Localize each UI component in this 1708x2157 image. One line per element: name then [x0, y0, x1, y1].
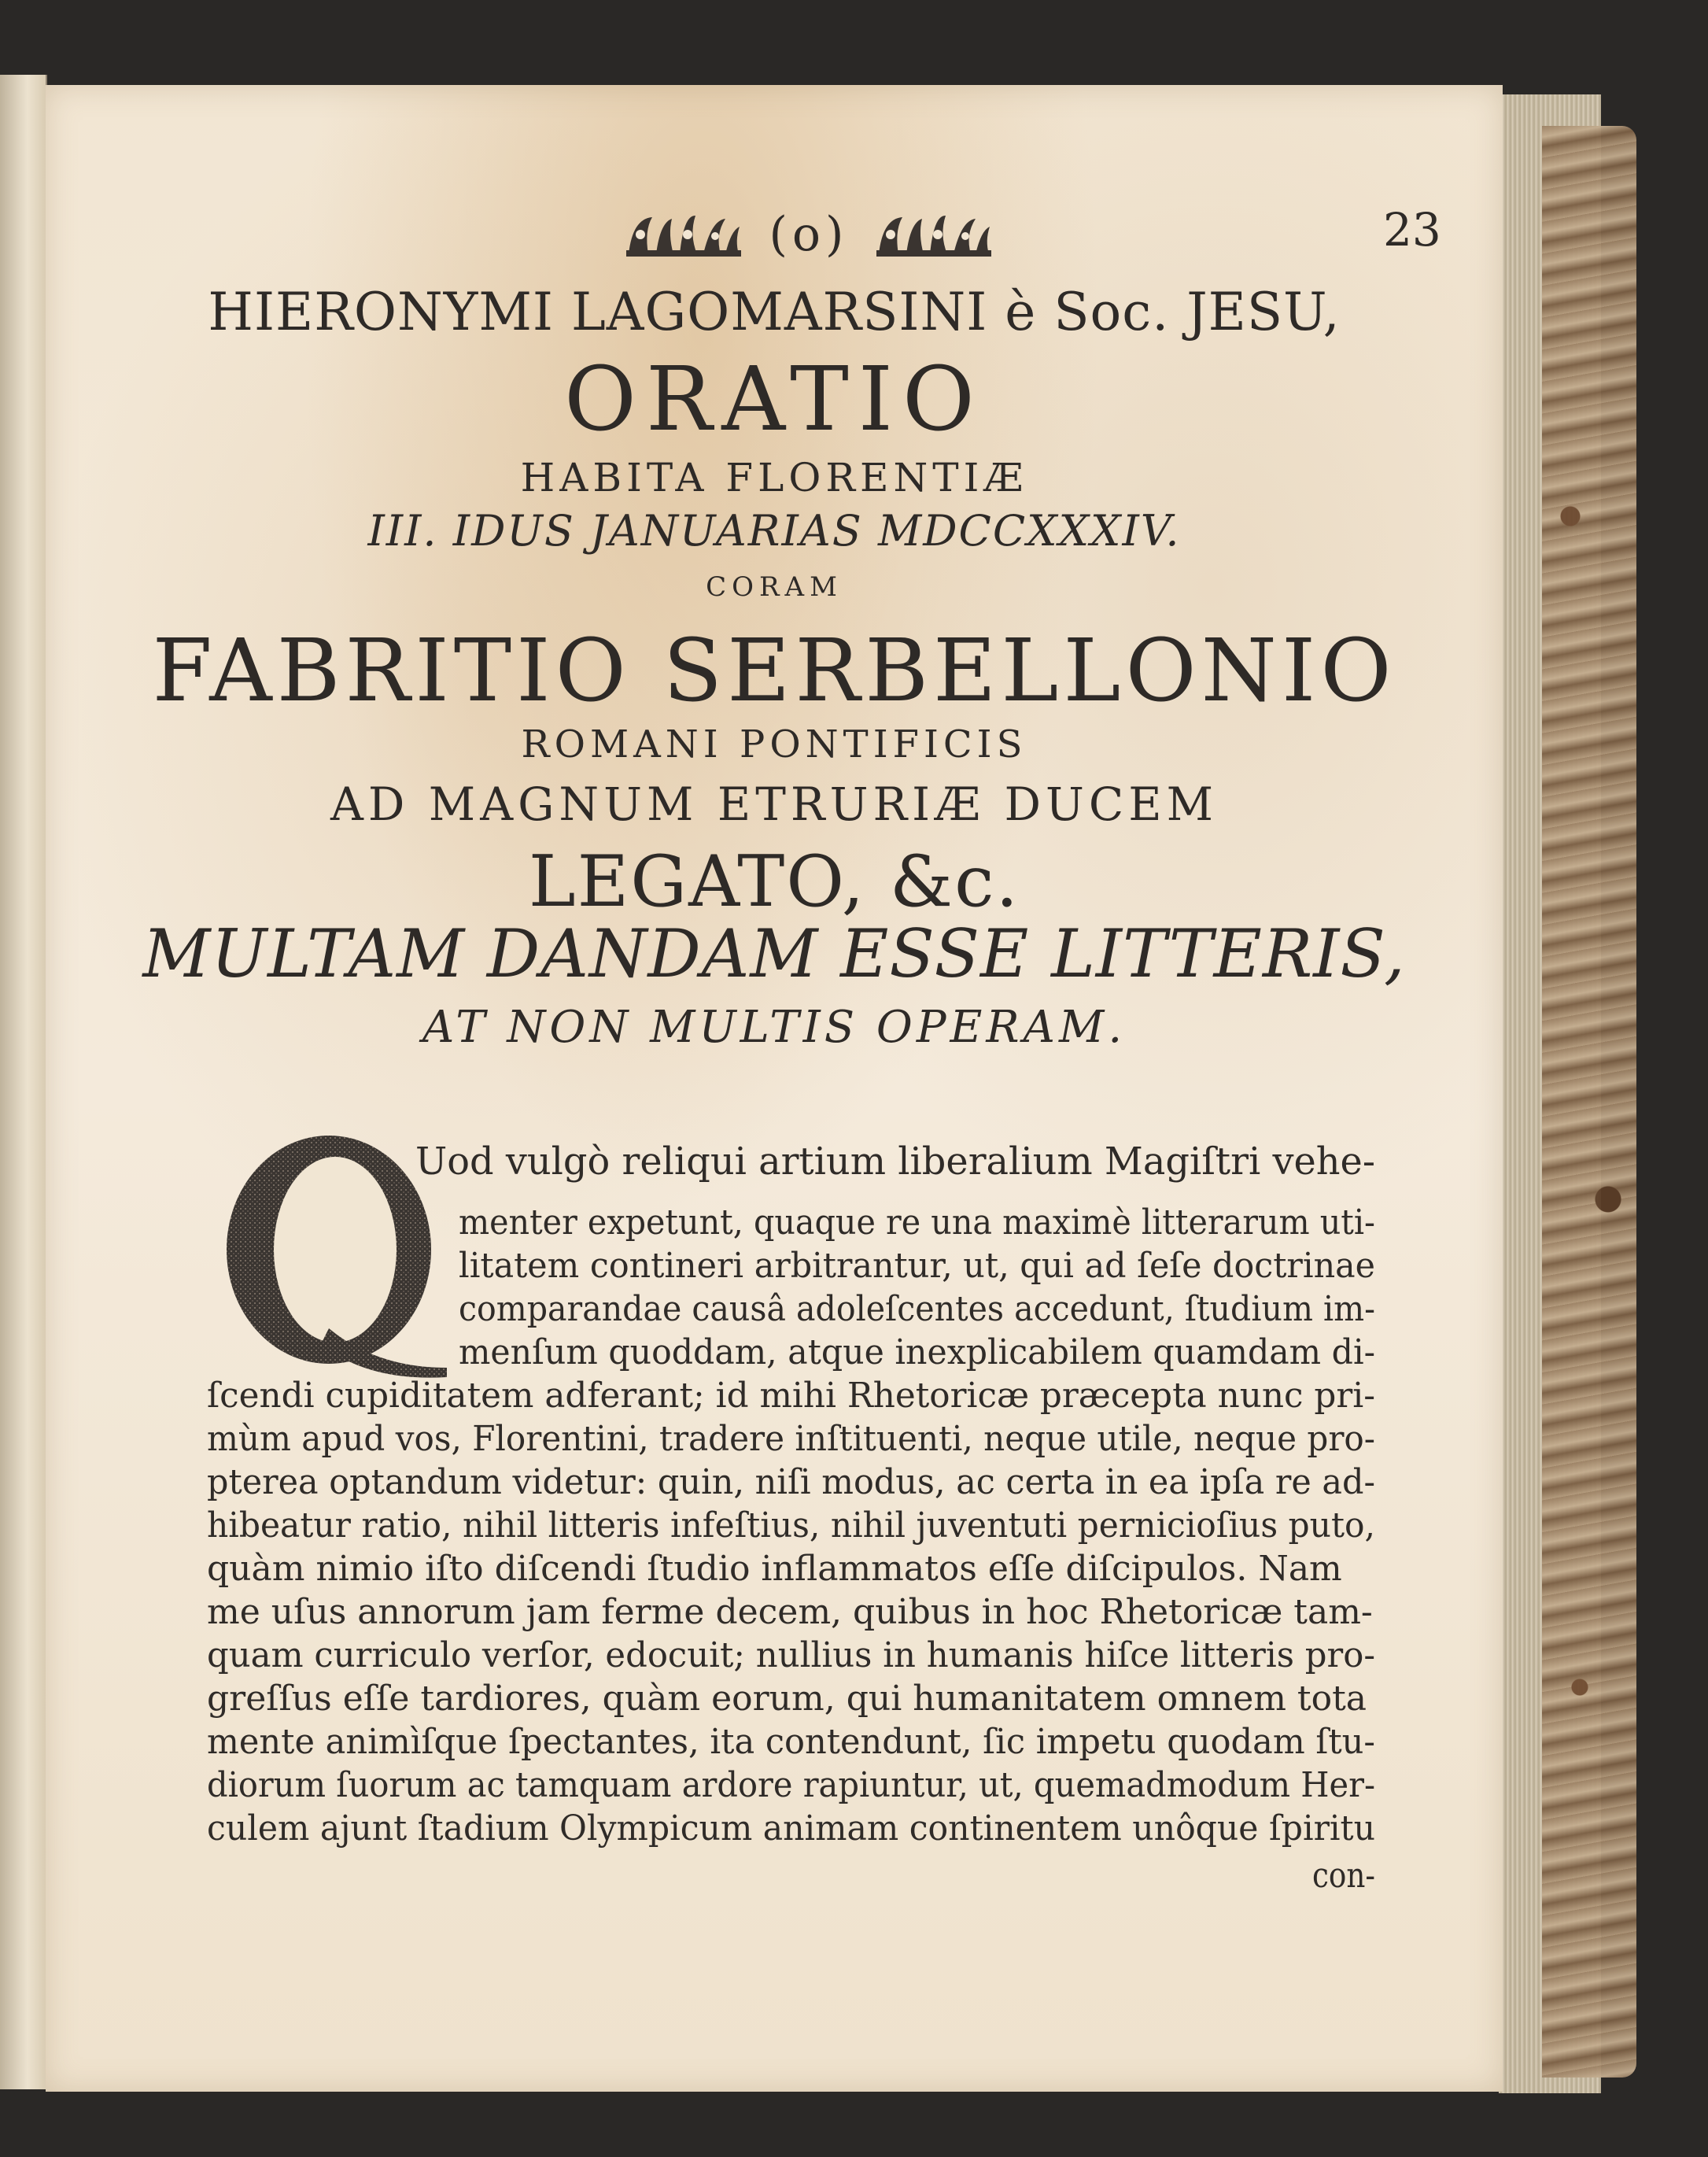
- page-number: 23: [1383, 203, 1441, 257]
- body-line-1: Uod vulgò reliqui artium liberalium Magiſtri vehe-: [415, 1139, 1375, 1184]
- work-title: ORATIO: [564, 349, 984, 451]
- header-center-mark: (o): [769, 207, 849, 262]
- dedicatee-title-3: LEGATO, &c.: [528, 840, 1020, 923]
- body-line-16: culem ajunt ſtadium Olympicum animam continentem unôque ſpiritu: [207, 1808, 1375, 1849]
- body-line-8: pterea optandum videtur: quin, niſi modus, ac certa in ea ipſa re ad-: [207, 1462, 1375, 1502]
- body-line-10: quàm nimio iſto diſcendi ſtudio inflammatos eſſe diſcipulos. Nam: [207, 1549, 1342, 1589]
- body-line-2: menter expetunt, quaque re una maximè litterarum uti-: [459, 1202, 1375, 1243]
- dedicatee-name: FABRITIO SERBELLONIO: [152, 620, 1396, 721]
- body-line-14: mente animìſque ſpectantes, ita contendunt, ſic impetu quodam ſtu-: [207, 1722, 1375, 1762]
- body-line-3: litatem contineri arbitrantur, ut, qui ad ſeſe doctrinae: [459, 1246, 1375, 1286]
- body-line-9: hibeatur ratio, nihil litteris infeſtius, nihil juventuti pernicioſius puto,: [207, 1505, 1375, 1546]
- running-header: [573, 203, 1045, 266]
- body-line-15: diorum ſuorum ac tamquam ardore rapiuntur, ut, quemadmodum Her-: [207, 1765, 1375, 1805]
- body-line-5: menſum quoddam, atque inexplicabilem quamdam di-: [459, 1332, 1375, 1372]
- facing-page-edge: [0, 75, 47, 2089]
- body-line-4: comparandae causâ adoleſcentes accedunt, ſtudium im-: [459, 1289, 1375, 1329]
- book-binding: [1542, 126, 1636, 2078]
- dedicatee-title-2: AD MAGNUM ETRURIÆ DUCEM: [330, 777, 1219, 831]
- body-line-7: mùm apud vos, Florentini, tradere inſtituenti, neque utile, neque pro-: [207, 1419, 1375, 1459]
- catchword: con-: [1312, 1856, 1375, 1896]
- dedicatee-title-1: ROMANI PONTIFICIS: [521, 722, 1027, 766]
- printers-ornament-icon: [625, 211, 743, 258]
- subject-line-1: MULTAM DANDAM ESSE LITTERIS,: [142, 915, 1406, 992]
- body-line-6: ſcendi cupiditatem adferant; id mihi Rhetoricæ præcepta nunc pri-: [207, 1376, 1375, 1416]
- body-line-13: greſſus eſſe tardiores, quàm eorum, qui humanitatem omnem tota: [207, 1679, 1367, 1719]
- book-page: [46, 85, 1503, 2092]
- coram-line: CORAM: [706, 571, 843, 603]
- printers-ornament-icon: [875, 211, 993, 258]
- subject-line-2: AT NON MULTIS OPERAM.: [422, 1002, 1127, 1053]
- body-line-12: quam curriculo verſor, edocuit; nullius in humanis hiſce litteris pro-: [207, 1635, 1375, 1675]
- delivery-place: HABITA FLORENTIÆ: [520, 455, 1028, 500]
- delivery-date: III. IDUS JANUARIAS MDCCXXXIV.: [367, 506, 1181, 556]
- author-line: HIERONYMI LAGOMARSINI è Soc. JESU,: [208, 282, 1341, 342]
- body-line-11: me uſus annorum jam ferme decem, quibus in hoc Rhetoricæ tam-: [207, 1592, 1373, 1632]
